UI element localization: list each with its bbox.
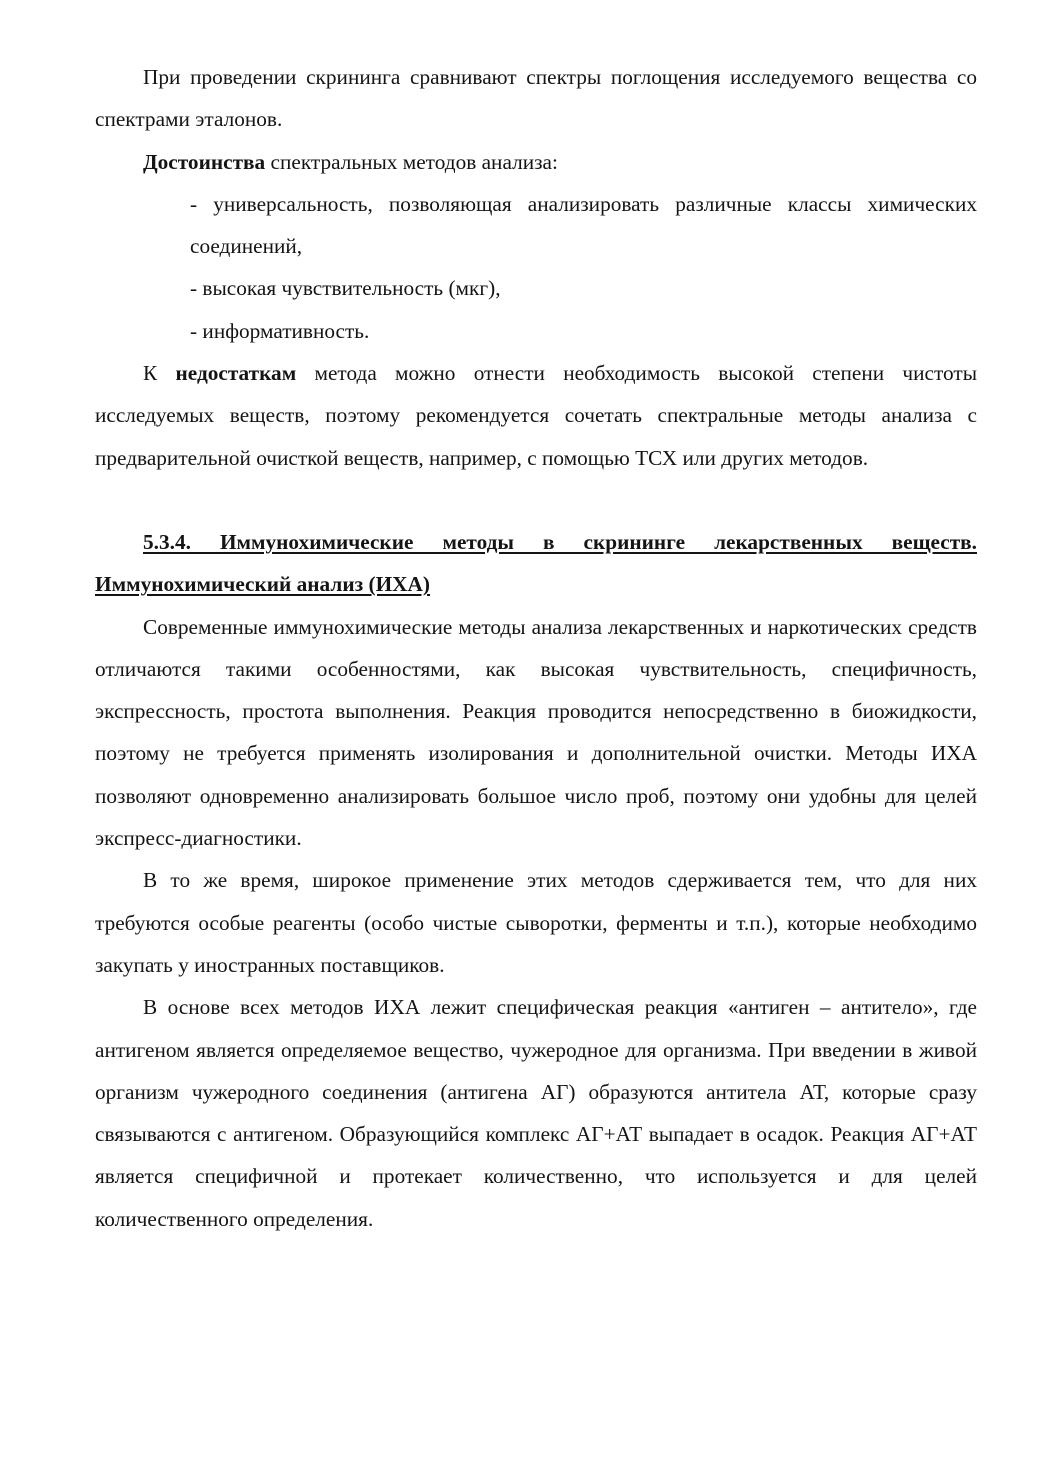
advantages-list (95, 183, 977, 352)
paragraph-immunochemical-features: Современные иммунохимические методы анализа лекарственных и наркотических средств отличаются такими особенностями, как высокая чувствительность, специфичность, экспрессность, простота выполнения. Реакция проводится непосредственно в биожидкости, поэтому не требуется применять изолирования и дополнительной очистки. Методы ИХА позволяют одновременно анализировать большое число проб, поэтому они удобны для целей экспресс-диагностики. (95, 614, 977, 851)
disadvantages-text: метода можно отнести необходимость высокой степени чистоты исследуемых веществ, поэтому рекомендуется сочетать спектральные методы анализа с предварительной очисткой веществ, например, с помощью ТСХ или других методов. (95, 361, 978, 470)
paragraph-antigen-antibody: В основе всех методов ИХА лежит специфическая реакция «антиген – антитело», где антигеном является определяемое вещество, чужеродное для организма. При введении в живой организм чужеродного соединения (антигена АГ) образуются антитела АТ, которые сразу связываются с антигеном. Образующийся комплекс АГ+АТ выпадает в осадок. Реакция АГ+АТ является специфичной и протекает количественно, что используется и для целей количественного определения. (95, 995, 977, 1231)
list-item: - универсальность, позволяющая анализировать различные классы химических соединений, (190, 191, 977, 259)
advantages-label: Достоинства (143, 149, 266, 174)
paragraph-advantages-intro (95, 141, 977, 183)
document-page (95, 56, 977, 1240)
disadvantages-prefix: К (143, 361, 176, 386)
list-item: - высокая чувствительность (мкг), (190, 276, 501, 301)
advantages-intro-text: спектральных методов анализа: (265, 149, 558, 174)
paragraph-screening: При проведении скрининга сравнивают спектры поглощения исследуемого вещества со спектрами эталонов. (95, 65, 977, 132)
section-heading: 5.3.4. Иммунохимические методы в скрининге лекарственных веществ. Иммунохимический анализ (ИХА) (95, 529, 977, 597)
list-item: - информативность. (190, 318, 370, 343)
disadvantages-label: недостаткам (175, 361, 297, 386)
paragraph-reagents: В то же время, широкое применение этих методов сдерживается тем, что для них требуются особые реагенты (особо чистые сыворотки, ферменты и т.п.), которые необходимо закупать у иностранных поставщиков. (95, 868, 977, 977)
paragraph-disadvantages (95, 352, 977, 479)
section-spacer (95, 479, 977, 521)
